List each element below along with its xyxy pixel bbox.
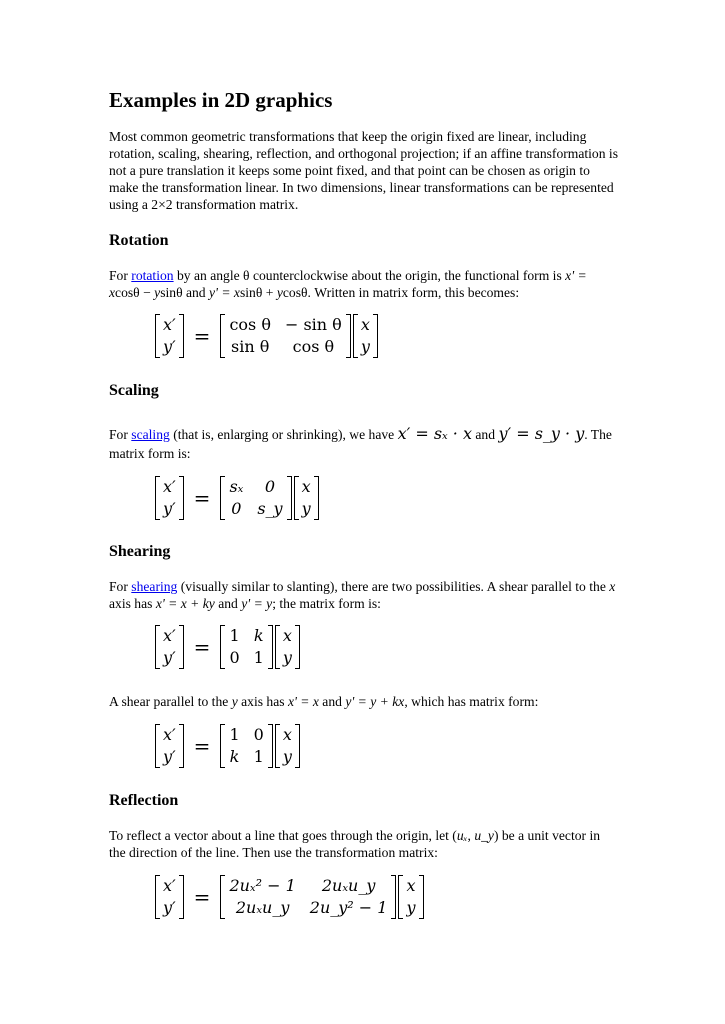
rotation-heading: Rotation — [109, 232, 169, 249]
equals-sign: = — [193, 734, 211, 758]
equals-sign: = — [193, 486, 211, 510]
reflection-heading: Reflection — [109, 792, 179, 809]
scaling-x-equation: x′ = sₓ · x — [397, 424, 472, 443]
rotation-link[interactable]: rotation — [131, 268, 174, 283]
matrix-cell: 1 — [229, 725, 240, 744]
rotation-var: y — [154, 285, 161, 300]
matrix-cell: 2uₓu_y — [235, 898, 290, 917]
lhs-x: x′ — [163, 477, 176, 496]
shearing-eq: y' = y + kx — [345, 694, 405, 709]
scaling-heading: Scaling — [109, 382, 159, 399]
rotation-paragraph — [109, 267, 619, 301]
matrix-cell: 0 — [264, 477, 276, 496]
lhs-x: x′ — [163, 626, 176, 645]
rhs-x: x — [282, 725, 292, 744]
matrix-cell: 0 — [229, 648, 240, 667]
rhs-y: y — [282, 648, 292, 667]
rhs-x: x — [282, 626, 292, 645]
lhs-x: x′ — [163, 725, 176, 744]
rotation-matrix-equation — [155, 314, 378, 358]
scaling-text: and — [472, 427, 499, 442]
shearing-eq: y' = y — [241, 596, 273, 611]
shearing-text: and — [214, 596, 242, 611]
reflection-matrix-equation — [155, 875, 424, 919]
shearing-axis: x — [609, 579, 616, 594]
scaling-matrix-equation — [155, 476, 319, 520]
rotation-yform: y' = x — [209, 285, 240, 300]
shearing-text: axis has — [237, 694, 288, 709]
rhs-y: y — [282, 747, 292, 766]
matrix-cell: 2u_y² − 1 — [309, 898, 388, 917]
rotation-xform: x' = x — [109, 268, 587, 300]
rotation-text: sinθ + — [239, 285, 277, 300]
rhs-x: x — [301, 477, 311, 496]
rotation-text: cosθ − — [115, 285, 155, 300]
rhs-y: y — [406, 898, 416, 917]
rotation-text: For — [109, 268, 132, 283]
scaling-text: For — [109, 427, 132, 442]
matrix-cell: k — [229, 747, 240, 766]
matrix-cell: 1 — [253, 648, 264, 667]
matrix-cell: s_y — [257, 499, 283, 518]
matrix-cell: k — [253, 626, 264, 645]
matrix-cell: 1 — [229, 626, 240, 645]
shearing-text: axis has — [109, 596, 156, 611]
rotation-var: y — [276, 285, 283, 300]
shear-y-matrix-equation — [155, 724, 300, 768]
scaling-paragraph — [109, 424, 619, 463]
shearing-text: (visually similar to slanting), there are two possibilities. A shear parallel to the — [177, 579, 610, 594]
shearing-text: A shear parallel to the — [109, 694, 232, 709]
reflection-text: To reflect a vector about a line that goes through the origin, let ( — [109, 828, 457, 843]
matrix-cell: sₓ — [229, 477, 244, 496]
matrix-cell: cos θ — [292, 337, 335, 356]
shear-x-matrix-equation — [155, 625, 300, 669]
matrix-cell: 2uₓ² − 1 — [229, 876, 296, 895]
lhs-y: y′ — [163, 499, 176, 518]
shearing-eq: x' = x + ky — [155, 596, 215, 611]
matrix-cell: 1 — [253, 747, 264, 766]
matrix-cell: − sin θ — [284, 315, 342, 334]
shearing-heading: Shearing — [109, 543, 171, 560]
rhs-x: x — [406, 876, 416, 895]
reflection-text: , — [467, 828, 475, 843]
shear-y-paragraph — [109, 693, 619, 710]
shearing-text: For — [109, 579, 132, 594]
rhs-y: y — [301, 499, 311, 518]
shearing-text: , which has matrix form: — [404, 694, 539, 709]
matrix-cell: 2uₓu_y — [321, 876, 376, 895]
matrix-cell: 0 — [231, 499, 242, 518]
shearing-text: and — [318, 694, 346, 709]
matrix-cell: cos θ — [229, 315, 271, 334]
rhs-x: x — [360, 315, 370, 334]
scaling-text: (that is, enlarging or shrinking), we have — [169, 427, 398, 442]
scaling-link[interactable]: scaling — [131, 427, 170, 442]
lhs-x: x′ — [163, 876, 176, 895]
page-title: Examples in 2D graphics — [109, 88, 333, 112]
lhs-y: y′ — [163, 898, 176, 917]
equals-sign: = — [193, 885, 211, 909]
lhs-y: y′ — [163, 337, 176, 356]
shearing-axis: y — [231, 694, 238, 709]
reflection-paragraph — [109, 827, 619, 861]
rotation-text: cosθ. Written in matrix form, this becomes: — [282, 285, 520, 300]
lhs-y: y′ — [163, 747, 176, 766]
shearing-link[interactable]: shearing — [131, 579, 178, 594]
scaling-text: . The matrix form is: — [109, 427, 612, 461]
shearing-eq: x' = x — [287, 694, 319, 709]
scaling-y-equation: y′ = s_y · y — [498, 424, 585, 443]
shearing-paragraph — [109, 578, 619, 612]
lhs-x: x′ — [163, 315, 176, 334]
rotation-text: by an angle θ counterclockwise about the origin, the functional form is — [173, 268, 566, 283]
intro-paragraph: Most common geometric transformations that keep the origin fixed are linear, including rotation, scaling, shearing, reflection, and orthogonal projection; if an affine transformation is not a pure translation it keeps some point fixed, and that point can be chosen as origin to make the transformation linear. In two dimensions, linear transformations can be represented using a 2×2 transformation matrix. — [109, 129, 618, 212]
equals-sign: = — [193, 324, 211, 348]
rhs-y: y — [360, 337, 370, 356]
reflection-uy: u_y — [474, 828, 494, 843]
rotation-text: sinθ and — [160, 285, 210, 300]
lhs-y: y′ — [163, 648, 176, 667]
reflection-text: ) be a unit vector in the direction of the line. Then use the transformation matrix: — [109, 828, 601, 860]
equals-sign: = — [193, 635, 211, 659]
reflection-ux: uₓ — [456, 828, 468, 843]
shearing-text: ; the matrix form is: — [272, 596, 381, 611]
matrix-cell: sin θ — [231, 337, 270, 356]
matrix-cell: 0 — [253, 725, 264, 744]
